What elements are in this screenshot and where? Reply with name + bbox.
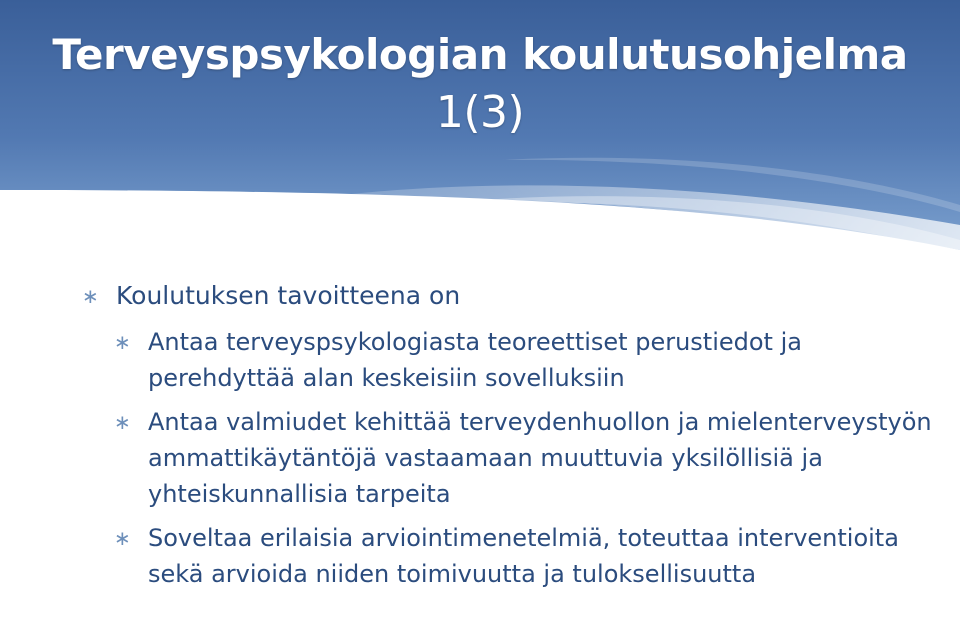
title-line-2: 1(3) <box>435 87 525 138</box>
asterisk-bullet-icon: ∗ <box>114 410 131 434</box>
asterisk-bullet-icon: ∗ <box>114 330 131 354</box>
bullet-sub-2 <box>114 404 942 512</box>
bullet-sub-3 <box>114 520 942 592</box>
header-banner <box>0 0 960 260</box>
bullet-sub-text: Soveltaa erilaisia arviointimenetelmiä, toteuttaa interventioita sekä arvioida niiden toimivuutta ja tuloksellisuutta <box>148 524 899 588</box>
title-line-1: Terveyspsykologian koulutusohjelma <box>52 30 908 79</box>
bullet-sub-text: Antaa valmiudet kehittää terveydenhuollon ja mielenterveystyön ammattikäytäntöjä vastaamaan muuttuvia yksilöllisiä ja yhteiskunnallisia tarpeita <box>148 408 932 508</box>
bullet-main-text: Koulutuksen tavoitteena on <box>116 281 461 310</box>
asterisk-bullet-icon: ∗ <box>82 284 99 308</box>
bullet-list <box>82 278 942 600</box>
slide-title <box>40 26 920 142</box>
asterisk-bullet-icon: ∗ <box>114 526 131 550</box>
bullet-sub-1 <box>114 324 942 396</box>
bullet-sub-text: Antaa terveyspsykologiasta teoreettiset perustiedot ja perehdyttää alan keskeisiin sovelluksiin <box>148 328 802 392</box>
bullet-main <box>82 278 942 314</box>
